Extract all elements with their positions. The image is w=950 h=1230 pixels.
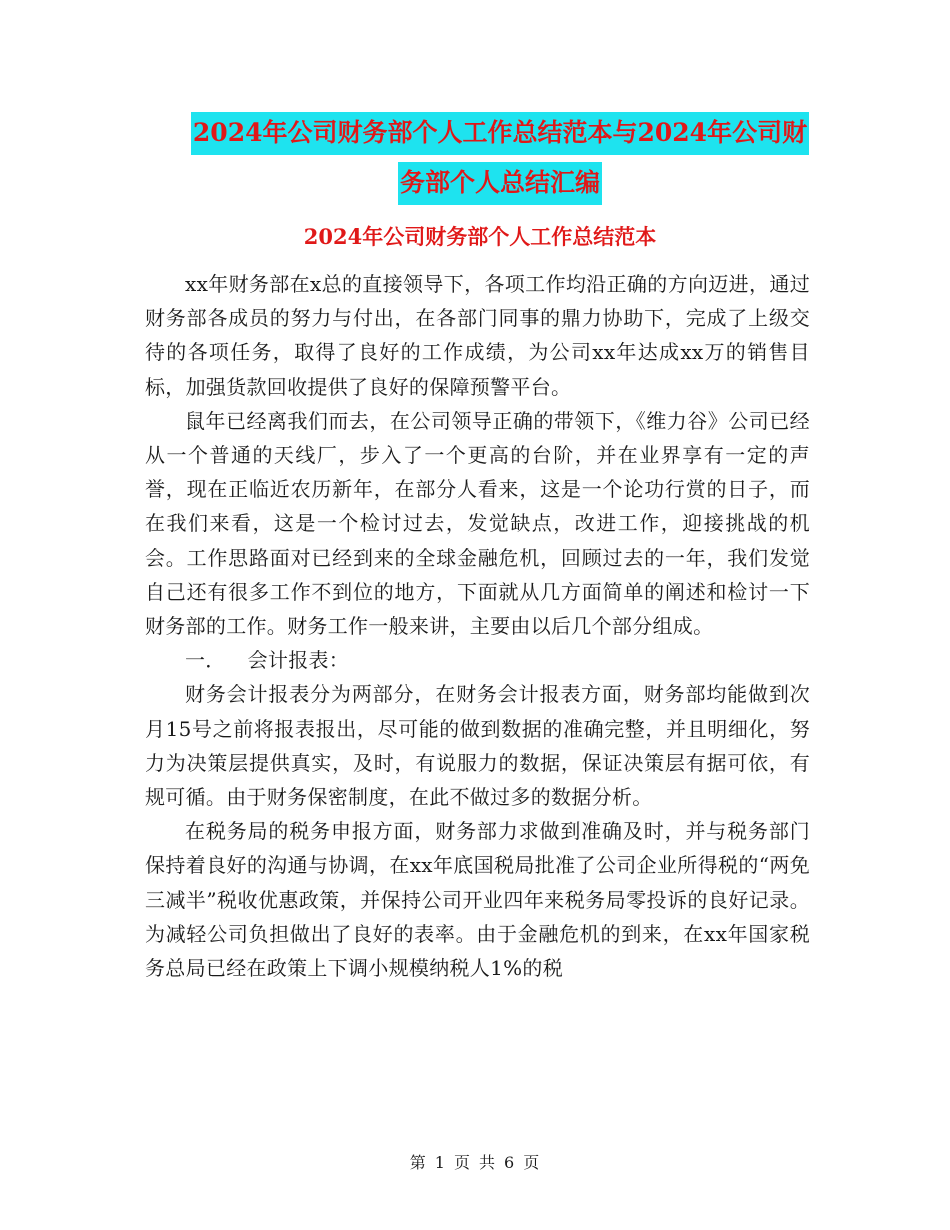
main-title-line-1: 2024年公司财务部个人工作总结范本与2024年公司财	[191, 112, 809, 155]
paragraph: 财务会计报表分为两部分，在财务会计报表方面，财务部均能做到次月15号之前将报表报出，尽可能的做到数据的准确完整，并且明细化，努力为决策层提供真实，及时，有说服力的数据，保证决策层有据可依，有规可循。由于财务保密制度，在此不做过多的数据分析。	[145, 682, 810, 810]
footer-current-page: 1	[434, 1153, 446, 1172]
footer-prefix: 第	[409, 1153, 427, 1172]
document-body	[145, 267, 810, 985]
document-main-title	[120, 108, 880, 208]
footer-suffix: 页	[523, 1153, 541, 1172]
footer-total-label: 共	[479, 1153, 497, 1172]
paragraph: 在税务局的税务申报方面，财务部力求做到准确及时，并与税务部门保持着良好的沟通与协调，在xx年底国税局批准了公司企业所得税的“两免三减半”税收优惠政策，并保持公司开业四年来税务局零投诉的良好记录。为减轻公司负担做出了良好的表率。由于金融危机的到来，在xx年国家税务总局已经在政策上下调小规模纳税人1%的税	[145, 819, 810, 981]
footer-total-pages: 6	[504, 1153, 516, 1172]
footer-page-word: 页	[453, 1153, 471, 1172]
numbered-heading	[145, 643, 810, 677]
paragraph: xx年财务部在x总的直接领导下，各项工作均沿正确的方向迈进，通过财务部各成员的努力与付出，在各部门同事的鼎力协助下，完成了上级交待的各项任务，取得了良好的工作成绩，为公司xx年达成xx万的销售目标，加强货款回收提供了良好的保障预警平台。	[145, 272, 810, 399]
main-title-line-2: 务部个人总结汇编	[398, 162, 602, 205]
page-footer	[0, 1150, 950, 1173]
heading-text: 会计报表：	[247, 648, 350, 673]
section-title: 2024年公司财务部个人工作总结范本	[303, 224, 657, 249]
heading-number: 一．	[185, 648, 226, 673]
paragraph: 鼠年已经离我们而去，在公司领导正确的带领下，《维力谷》公司已经从一个普通的天线厂，步入了一个更高的台阶，并在业界享有一定的声誉，现在正临近农历新年，在部分人看来，这是一个论功行赏的日子，而在我们来看，这是一个检讨过去，发觉缺点，改进工作，迎接挑战的机会。工作思路面对已经到来的全球金融危机，回顾过去的一年，我们发觉自己还有很多工作不到位的地方，下面就从几方面简单的阐述和检讨一下财务部的工作。财务工作一般来讲，主要由以后几个部分组成。	[145, 408, 810, 639]
